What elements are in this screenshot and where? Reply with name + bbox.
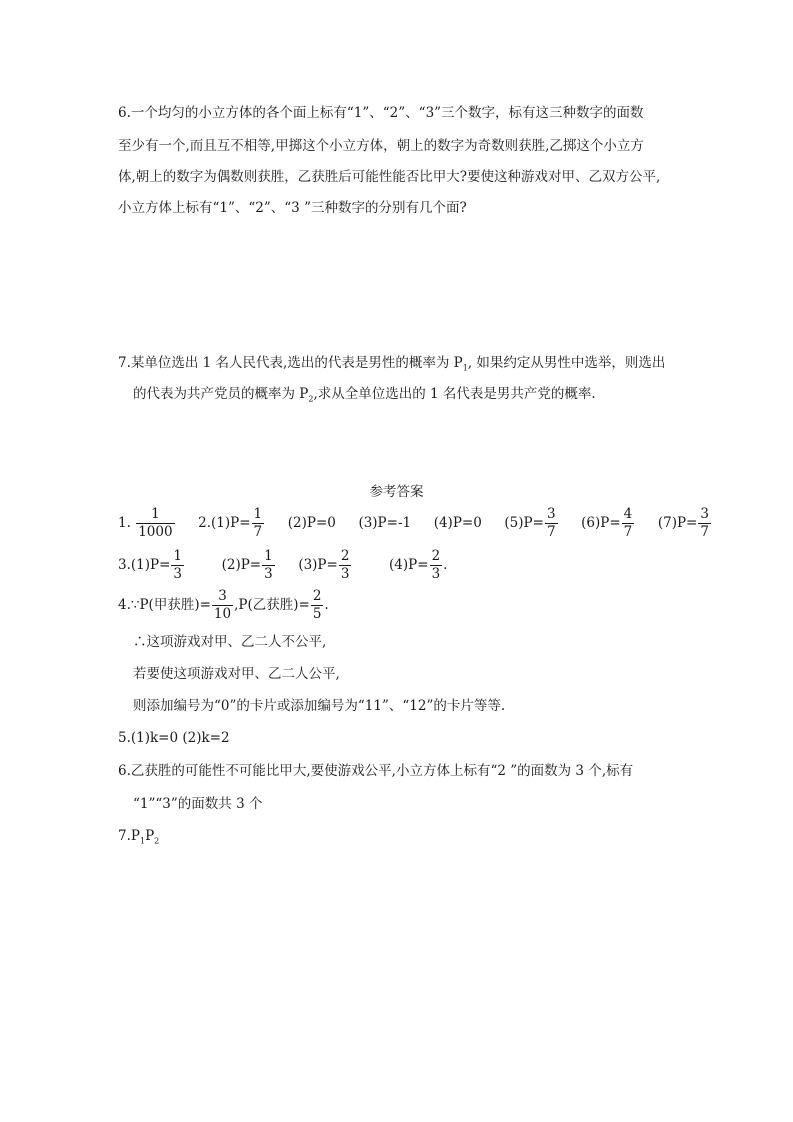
a3-4-num: 2: [431, 548, 441, 564]
answer-4-line-3: 若要使这项游戏对甲、乙二人公平,: [133, 666, 340, 682]
a4-fraction-2: [311, 588, 324, 623]
q7-line-2: [133, 385, 596, 409]
a2-label: 2.(1)P=: [198, 515, 251, 531]
a3-1-label: 3.(1)P=: [118, 557, 171, 573]
a4-f1-den: 10: [213, 606, 232, 622]
a2-3: (3)P=-1: [358, 515, 412, 531]
answer-6-line-1: 6.乙获胜的可能性不可能比甲大,要使游戏公平,小立方体上标有“2 ”的面数为 3 个,标有: [118, 763, 634, 779]
a7-pre: 7.P: [118, 828, 140, 844]
a4-f2-num: 2: [312, 588, 322, 604]
q6-line-3: 体,朝上的数字为偶数则获胜，乙获胜后可能性能否比甲大?要使这种游戏对甲、乙双方公平,: [118, 169, 661, 185]
a2-2: (2)P=0: [287, 515, 336, 531]
a2-5-fraction: [545, 506, 558, 541]
q6-line-2: 至少有一个,而且互不相等,甲掷这个小立方体，朝上的数字为奇数则获胜,乙掷这个小立方: [118, 138, 644, 154]
a3-1-num: 1: [173, 548, 182, 564]
a1-num: 1: [136, 506, 174, 524]
a2-5-num: 3: [546, 506, 556, 522]
a1-den: 1000: [138, 524, 173, 540]
a3-3-den: 3: [340, 566, 350, 582]
a2-6-num: 4: [623, 506, 633, 522]
a2-7-fraction: [698, 506, 711, 541]
a3-4-den: 3: [431, 566, 441, 582]
q6-line-1: 6.一个均匀的小立方体的各个面上标有“1”、“2”、“3”三个数字，标有这三种数字的面数: [118, 105, 644, 121]
a7-sub-2: 2: [154, 836, 160, 846]
a3-1-den: 3: [173, 566, 182, 582]
a2-4: (4)P=0: [433, 515, 482, 531]
answer-1-2: [118, 506, 712, 541]
a3-3-label: (3)P=: [298, 557, 338, 573]
a2-1-den: 7: [253, 524, 263, 540]
answers-title: 参考答案: [369, 484, 424, 500]
a1-label: 1.: [118, 515, 131, 531]
a3-4-fraction: [430, 548, 443, 583]
a3-end: .: [443, 557, 448, 573]
a2-1-fraction: [252, 506, 265, 541]
q7-line-1-post: , 如果约定从男性中选举，则选出: [467, 355, 666, 371]
answer-6-line-2: “1”“3”的面数共 3 个: [133, 796, 263, 812]
a3-2-den: 3: [264, 566, 273, 582]
a2-6-fraction: [622, 506, 635, 541]
q6-line-4: 小立方体上标有“1”、“2”、“3 ”三种数字的分别有几个面?: [118, 200, 467, 216]
q7-sub-1: 1: [462, 363, 468, 373]
a3-2-fraction: [262, 548, 275, 583]
a2-7-den: 7: [700, 524, 709, 540]
a4-end: .: [324, 597, 329, 613]
q7-sub-2: 2: [308, 394, 314, 404]
a1-fraction: [136, 506, 174, 541]
a3-1-fraction: [171, 548, 184, 583]
q7-line-2-post: ,求从全单位选出的 1 名代表是男共产党的概率.: [313, 386, 596, 402]
q7-line-1: [118, 354, 665, 378]
a2-5-den: 7: [546, 524, 556, 540]
a2-7-label: (7)P=: [657, 515, 698, 531]
a4-fraction-1: [212, 588, 233, 623]
a4-pre: 4.∵P(甲获胜)=: [118, 597, 211, 613]
answer-4-line-4: 则添加编号为“0”的卡片或添加编号为“11”、“12”的卡片等等.: [133, 698, 506, 714]
a3-2-label: (2)P=: [221, 557, 262, 573]
a3-3-fraction: [339, 548, 352, 583]
answer-4-line-1: [118, 588, 329, 623]
a4-mid: ,P(乙获胜)=: [234, 597, 310, 613]
a2-5-label: (5)P=: [504, 515, 544, 531]
a2-6-den: 7: [623, 524, 633, 540]
q7-line-1-pre: 7.某单位选出 1 名人民代表,选出的代表是男性的概率为 P: [118, 355, 463, 371]
a2-7-num: 3: [700, 506, 709, 522]
q7-line-2-pre: 的代表为共产党员的概率为 P: [133, 386, 309, 402]
a4-f1-num: 3: [212, 588, 233, 606]
a4-f2-den: 5: [312, 606, 322, 622]
a3-3-num: 2: [340, 548, 350, 564]
answer-7: [118, 827, 159, 851]
a7-mid: P: [145, 828, 155, 844]
a3-4-label: (4)P=: [389, 557, 429, 573]
answer-5: 5.(1)k=0 (2)k=2: [118, 730, 230, 746]
answer-4-line-2: ∴这项游戏对甲、乙二人不公平,: [133, 634, 327, 650]
a7-sub-1: 1: [139, 836, 146, 846]
a2-1-num: 1: [253, 506, 263, 522]
a2-6-label: (6)P=: [581, 515, 621, 531]
answer-3: [118, 548, 447, 583]
a3-2-num: 1: [264, 548, 273, 564]
